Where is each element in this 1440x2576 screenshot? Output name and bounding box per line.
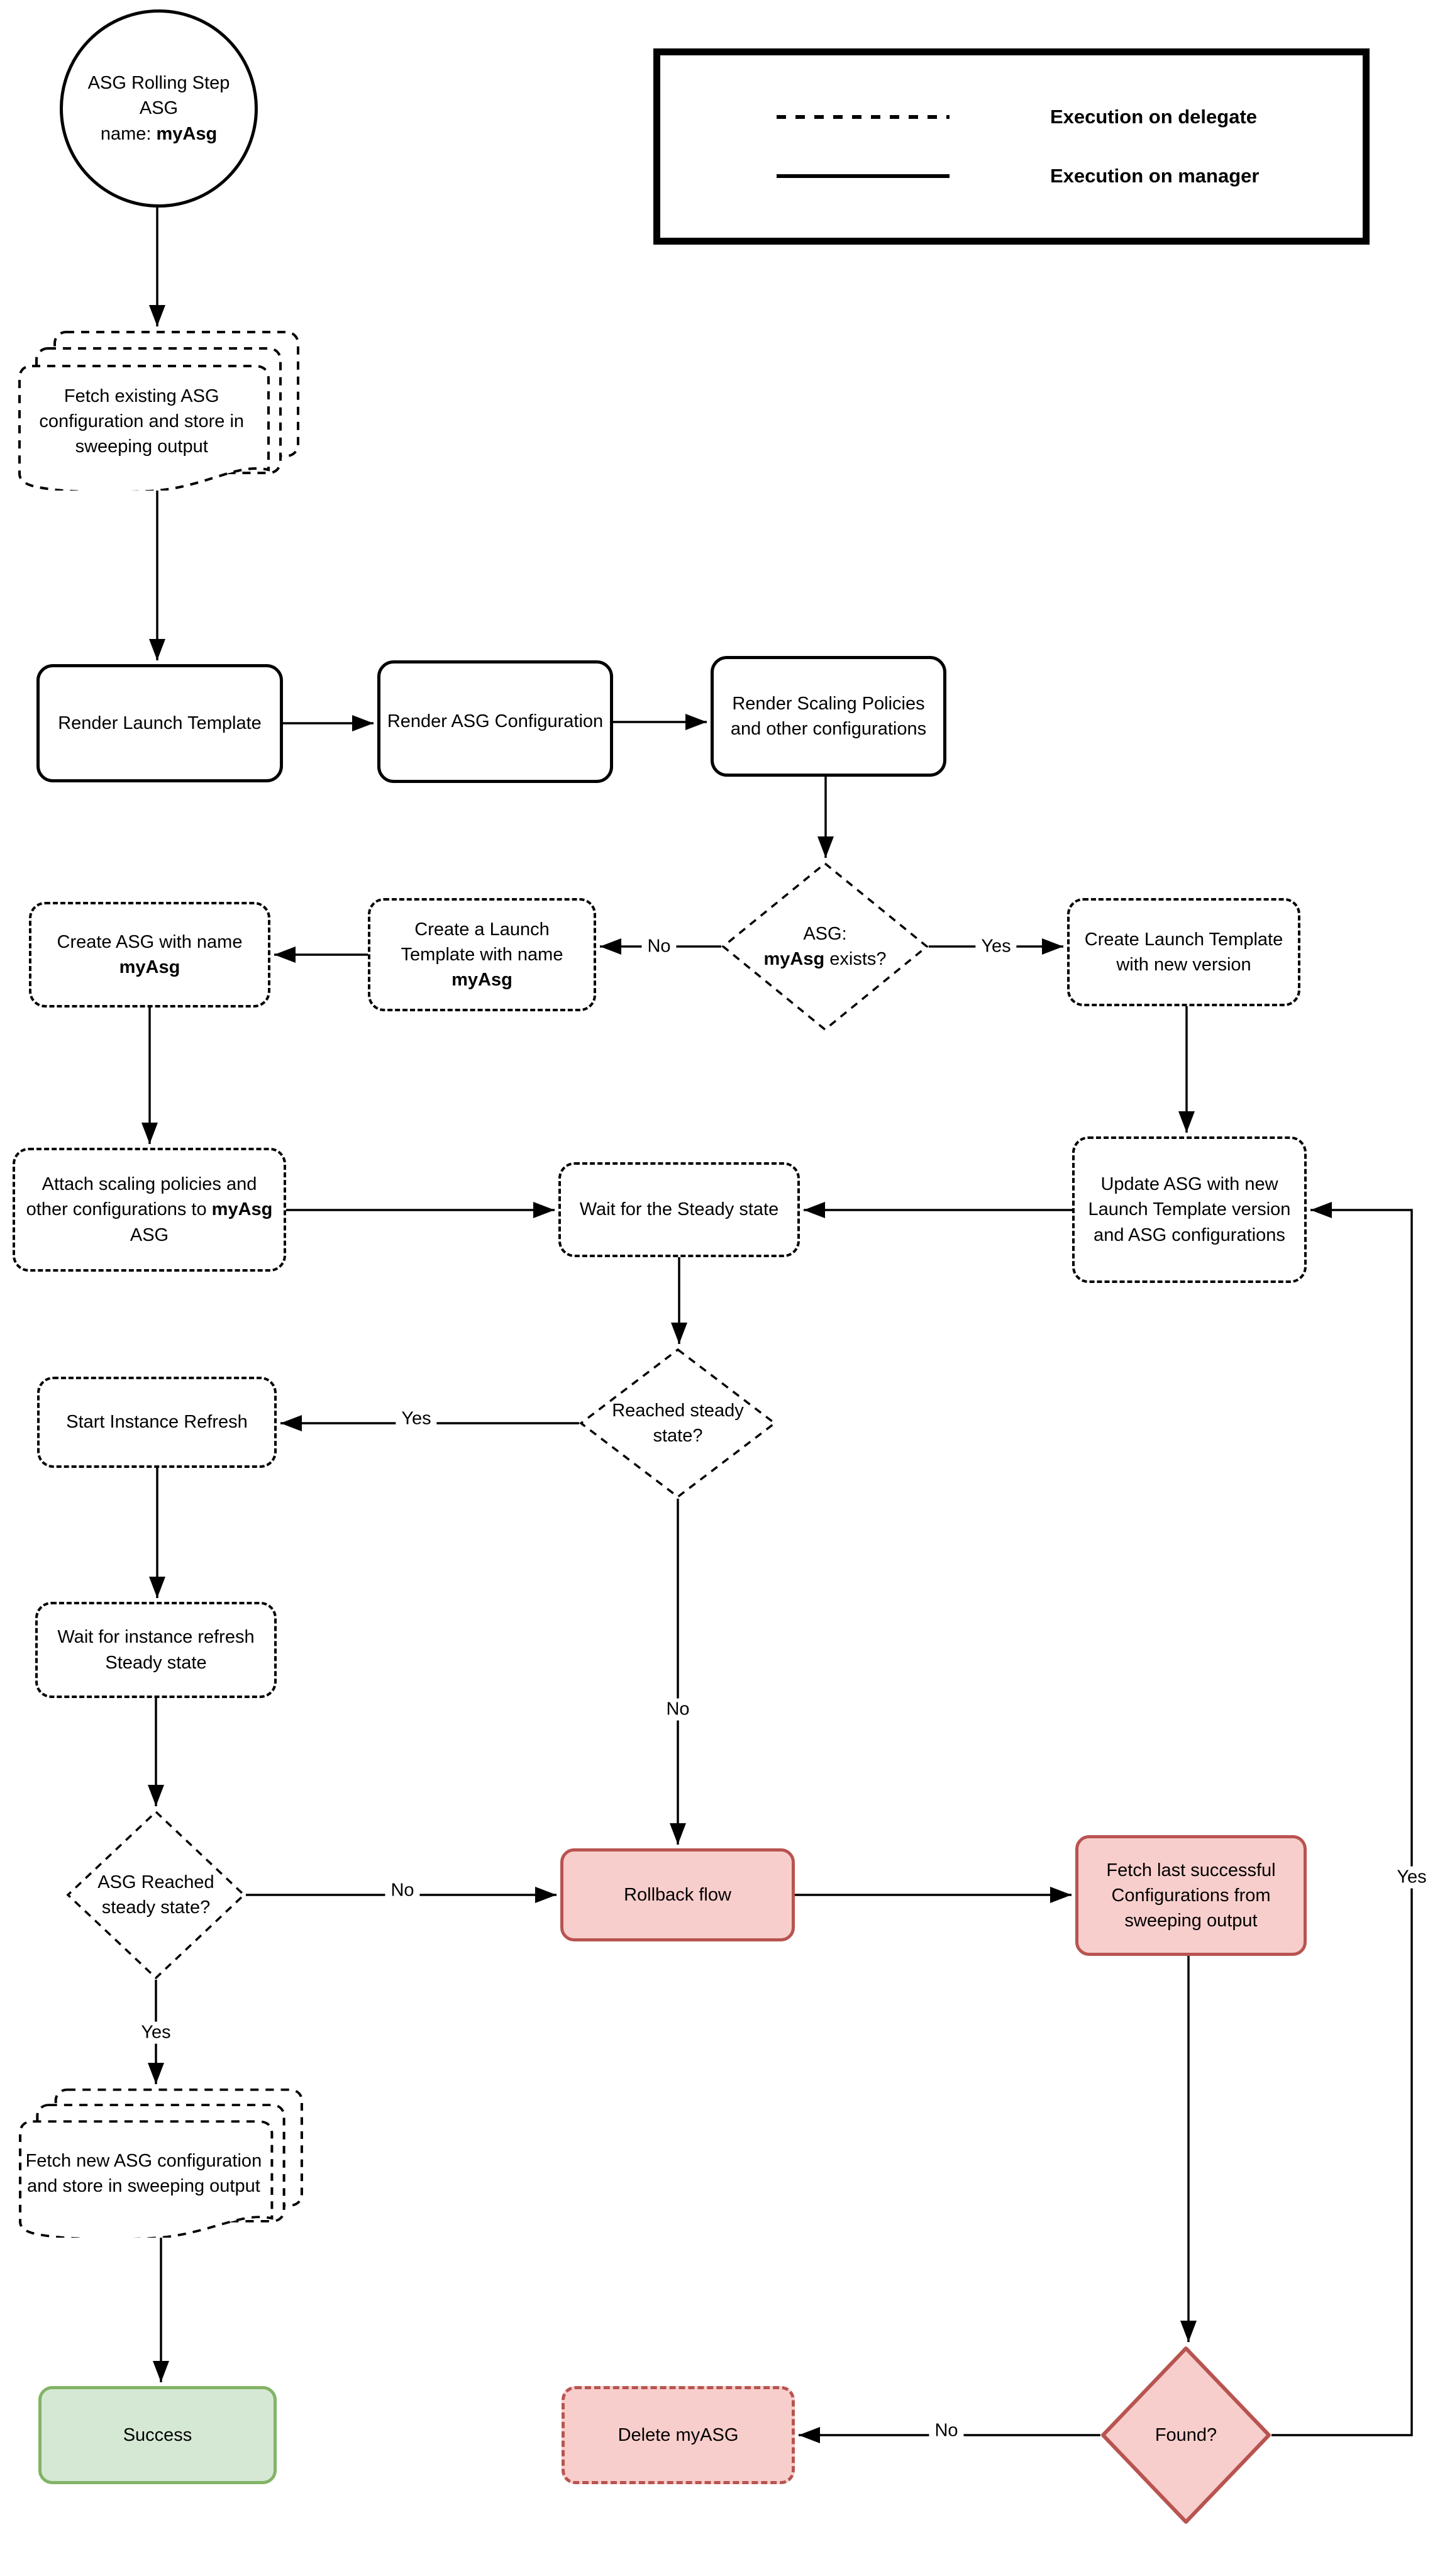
start-node (60, 9, 258, 208)
asg-exists-decision (721, 862, 929, 1031)
wait-instance-refresh-node: Wait for instance refresh Steady state (35, 1602, 277, 1698)
legend-label-delegate: Execution on delegate (1050, 106, 1258, 128)
update-asg-node: Update ASG with new Launch Template version and ASG configurations (1072, 1136, 1307, 1283)
dashed-line-sample (777, 114, 950, 120)
legend (653, 48, 1370, 245)
edge-label-asg-reached-yes: Yes (135, 2022, 176, 2044)
start-node-label: ASG Rolling Step ASG name: myAsg (87, 73, 230, 144)
edge-label-asg-reached-no: No (385, 1880, 419, 1902)
reached-steady-decision (579, 1348, 777, 1499)
edge-label-found-yes: Yes (1391, 1867, 1432, 1889)
create-asg-named-node (29, 902, 270, 1008)
fetch-new-asg-label: Fetch new ASG configuration and store in sweeping output (25, 2150, 262, 2196)
wait-steady-state-node: Wait for the Steady state (558, 1162, 800, 1257)
render-scaling-policies-node: Render Scaling Policies and other configurations (711, 656, 946, 777)
create-launch-template-named-node (368, 898, 596, 1011)
edge-label-asg-exists-no: No (641, 936, 676, 958)
asg-reached-steady-decision (66, 1810, 246, 1980)
asg-reached-steady-decision-label: ASG Reached steady state? (97, 1872, 214, 1918)
legend-label-manager: Execution on manager (1050, 165, 1260, 187)
legend-row-manager (777, 165, 1363, 187)
asg-exists-decision-label: ASG: myAsg exists? (763, 923, 887, 969)
start-instance-refresh-node: Start Instance Refresh (37, 1377, 277, 1468)
edge-found-yes (1271, 1210, 1412, 2435)
success-node: Success (38, 2386, 277, 2484)
edge-label-reached-steady-yes: Yes (396, 1408, 436, 1430)
solid-line-sample (777, 173, 950, 179)
edge-label-asg-exists-yes: Yes (975, 936, 1016, 958)
rollback-flow-node: Rollback flow (560, 1848, 795, 1941)
fetch-new-asg-node (16, 2088, 306, 2238)
found-decision-label: Found? (1155, 2424, 1217, 2445)
legend-row-delegate (777, 106, 1363, 128)
attach-scaling-policies-node (13, 1148, 286, 1272)
delete-myasg-node: Delete myASG (562, 2386, 795, 2484)
found-decision (1100, 2346, 1271, 2524)
create-launch-template-named-label: Create a Launch Template with name myAsg (401, 919, 563, 990)
edge-label-found-no: No (929, 2420, 963, 2442)
create-launch-template-new-node: Create Launch Template with new version (1067, 898, 1300, 1006)
render-asg-configuration-node: Render ASG Configuration (377, 660, 613, 783)
fetch-existing-asg-label: Fetch existing ASG configuration and store in sweeping output (39, 386, 245, 457)
edge-label-reached-steady-no: No (660, 1699, 695, 1721)
render-launch-template-node: Render Launch Template (36, 664, 283, 782)
create-asg-named-label: Create ASG with name myAsg (57, 931, 243, 977)
attach-scaling-policies-label: Attach scaling policies and other configurations to myAsg ASG (26, 1174, 273, 1245)
fetch-last-successful-node: Fetch last successful Configurations from sweeping output (1075, 1835, 1307, 1956)
reached-steady-decision-label: Reached steady state? (612, 1400, 744, 1446)
fetch-existing-asg-node (16, 330, 302, 491)
